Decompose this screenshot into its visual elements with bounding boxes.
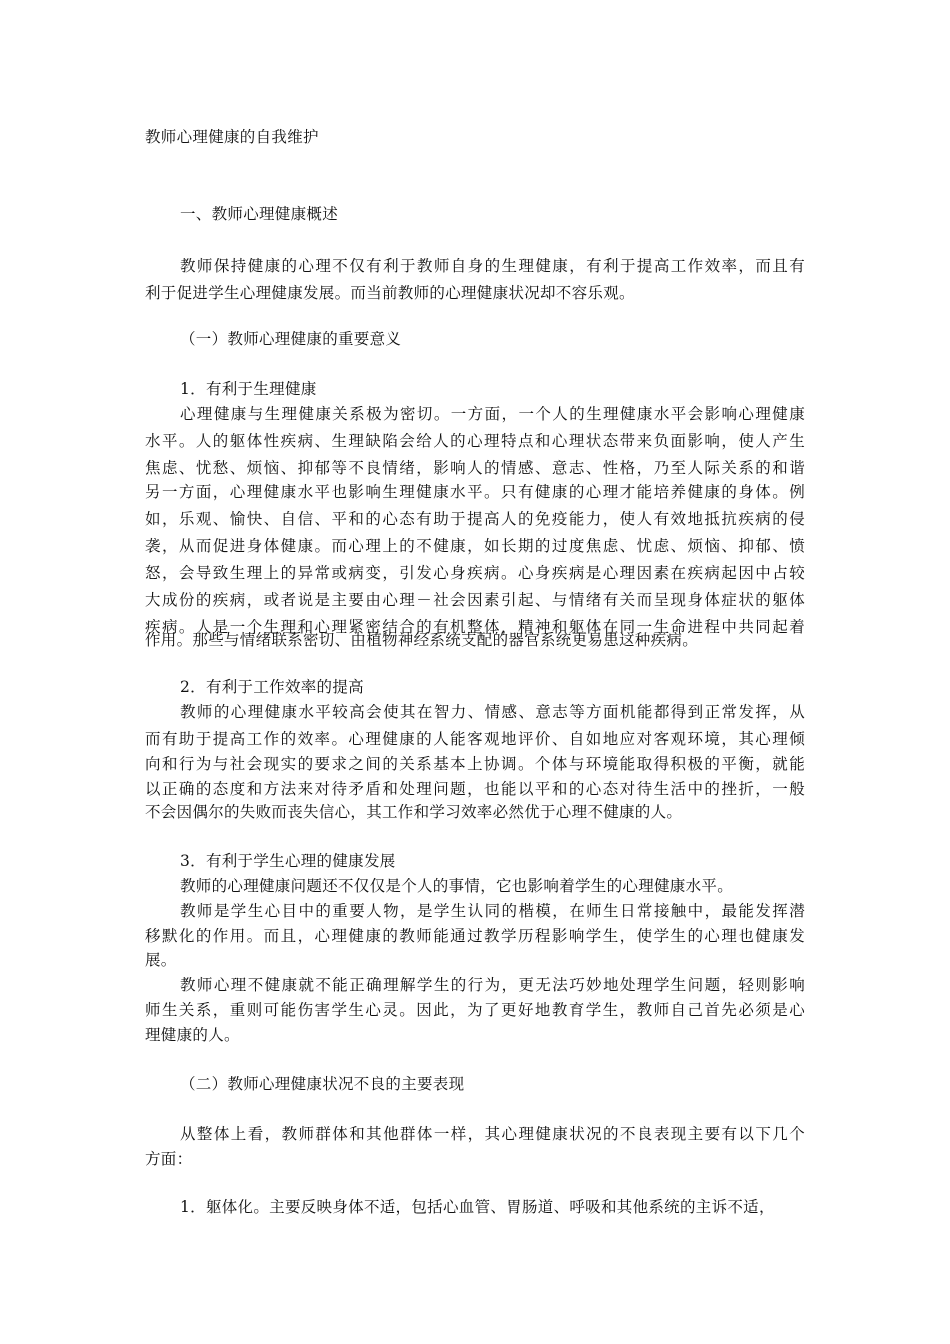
item1-line: 如，乐观、愉快、自信、平和的心态有助于提高人的免疫能力，使人有效地抵抗疾病的侵: [145, 510, 805, 528]
item3-paragraph-2-line: 移默化的作用。而且，心理健康的教师能通过教学历程影响学生，使学生的心理也健康发: [145, 927, 805, 945]
item2-line: 教师的心理健康水平较高会使其在智力、情感、意志等方面机能都得到正常发挥，从: [180, 703, 805, 721]
item1-line: 另一方面，心理健康水平也影响生理健康水平。只有健康的心理才能培养健康的身体。例: [145, 483, 805, 501]
item1-line: 大成份的疾病，或者说是主要由心理－社会因素引起、与情绪有关而呈现身体症状的躯体: [145, 591, 805, 609]
overview-line-2: 方面：: [145, 1150, 193, 1168]
item1-line: 怒，会导致生理上的异常或病变，引发心身疾病。心身疾病是心理因素在疾病起因中占较: [145, 564, 805, 582]
item1-line: 心理健康与生理健康关系极为密切。一方面，一个人的生理健康水平会影响心理健康: [180, 405, 805, 423]
item3-paragraph-1: 教师的心理健康问题还不仅仅是个人的事情，它也影响着学生的心理健康水平。: [180, 877, 734, 895]
document-title: 教师心理健康的自我维护: [145, 128, 319, 146]
item2-line: 以正确的态度和方法来对待矛盾和处理问题，也能以平和的心态对待生活中的挫折，一般: [145, 780, 805, 798]
item1-line: 水平。人的躯体性疾病、生理缺陷会给人的心理特点和心理状态带来负面影响，使人产生: [145, 432, 805, 450]
item2-line: 向和行为与社会现实的要求之间的关系基本上协调。个体与环境能取得积极的平衡，就能: [145, 755, 805, 773]
item2-line: 而有助于提高工作的效率。心理健康的人能客观地评价、自如地应对客观环境，其心理倾: [145, 730, 805, 748]
item2-line: 不会因偶尔的失败而丧失信心，其工作和学习效率必然优于心理不健康的人。: [145, 803, 683, 821]
item3-paragraph-3-line: 理健康的人。: [145, 1026, 240, 1044]
item3-paragraph-3-line: 师生关系，重则可能伤害学生心灵。因此，为了更好地教育学生，教师自己首先必须是心: [145, 1001, 805, 1019]
overview-line-1: 从整体上看，教师群体和其他群体一样，其心理健康状况的不良表现主要有以下几个: [180, 1125, 805, 1143]
item3-paragraph-2-line: 教师是学生心目中的重要人物，是学生认同的楷模，在师生日常接触中，最能发挥潜: [180, 902, 805, 920]
subsection-heading-symptoms: （二）教师心理健康状况不良的主要表现: [180, 1075, 465, 1093]
symptom-item-1: 1．躯体化。主要反映身体不适，包括心血管、胃肠道、呼吸和其他系统的主诉不适，: [180, 1198, 775, 1216]
item1-heading: 1．有利于生理健康: [180, 380, 317, 398]
intro-line-2: 利于促进学生心理健康发展。而当前教师的心理健康状况却不容乐观。: [145, 284, 635, 302]
item1-line: 疾病。人是一个生理和心理紧密结合的有机整体，精神和躯体在同一生命进程中共同起着: [145, 618, 805, 636]
item3-heading: 3．有利于学生心理的健康发展: [180, 852, 396, 870]
item1-line: 作用。那些与情绪联系密切、由植物神经系统支配的器官系统更易患这种疾病。: [145, 631, 699, 649]
intro-line-1: 教师保持健康的心理不仅有利于教师自身的生理健康，有利于提高工作效率，而且有: [180, 257, 805, 275]
item3-paragraph-2-line: 展。: [145, 951, 177, 969]
subsection-heading-importance: （一）教师心理健康的重要意义: [180, 330, 402, 348]
section-heading-overview: 一、教师心理健康概述: [180, 205, 339, 223]
item1-line: 焦虑、忧愁、烦恼、抑郁等不良情绪，影响人的情感、意志、性格，乃至人际关系的和谐: [145, 459, 805, 477]
item3-paragraph-3-line: 教师心理不健康就不能正确理解学生的行为，更无法巧妙地处理学生问题，轻则影响: [180, 976, 805, 994]
item2-heading: 2．有利于工作效率的提高: [180, 678, 364, 696]
item1-line: 袭，从而促进身体健康。而心理上的不健康，如长期的过度焦虑、忧虑、烦恼、抑郁、愤: [145, 537, 805, 555]
